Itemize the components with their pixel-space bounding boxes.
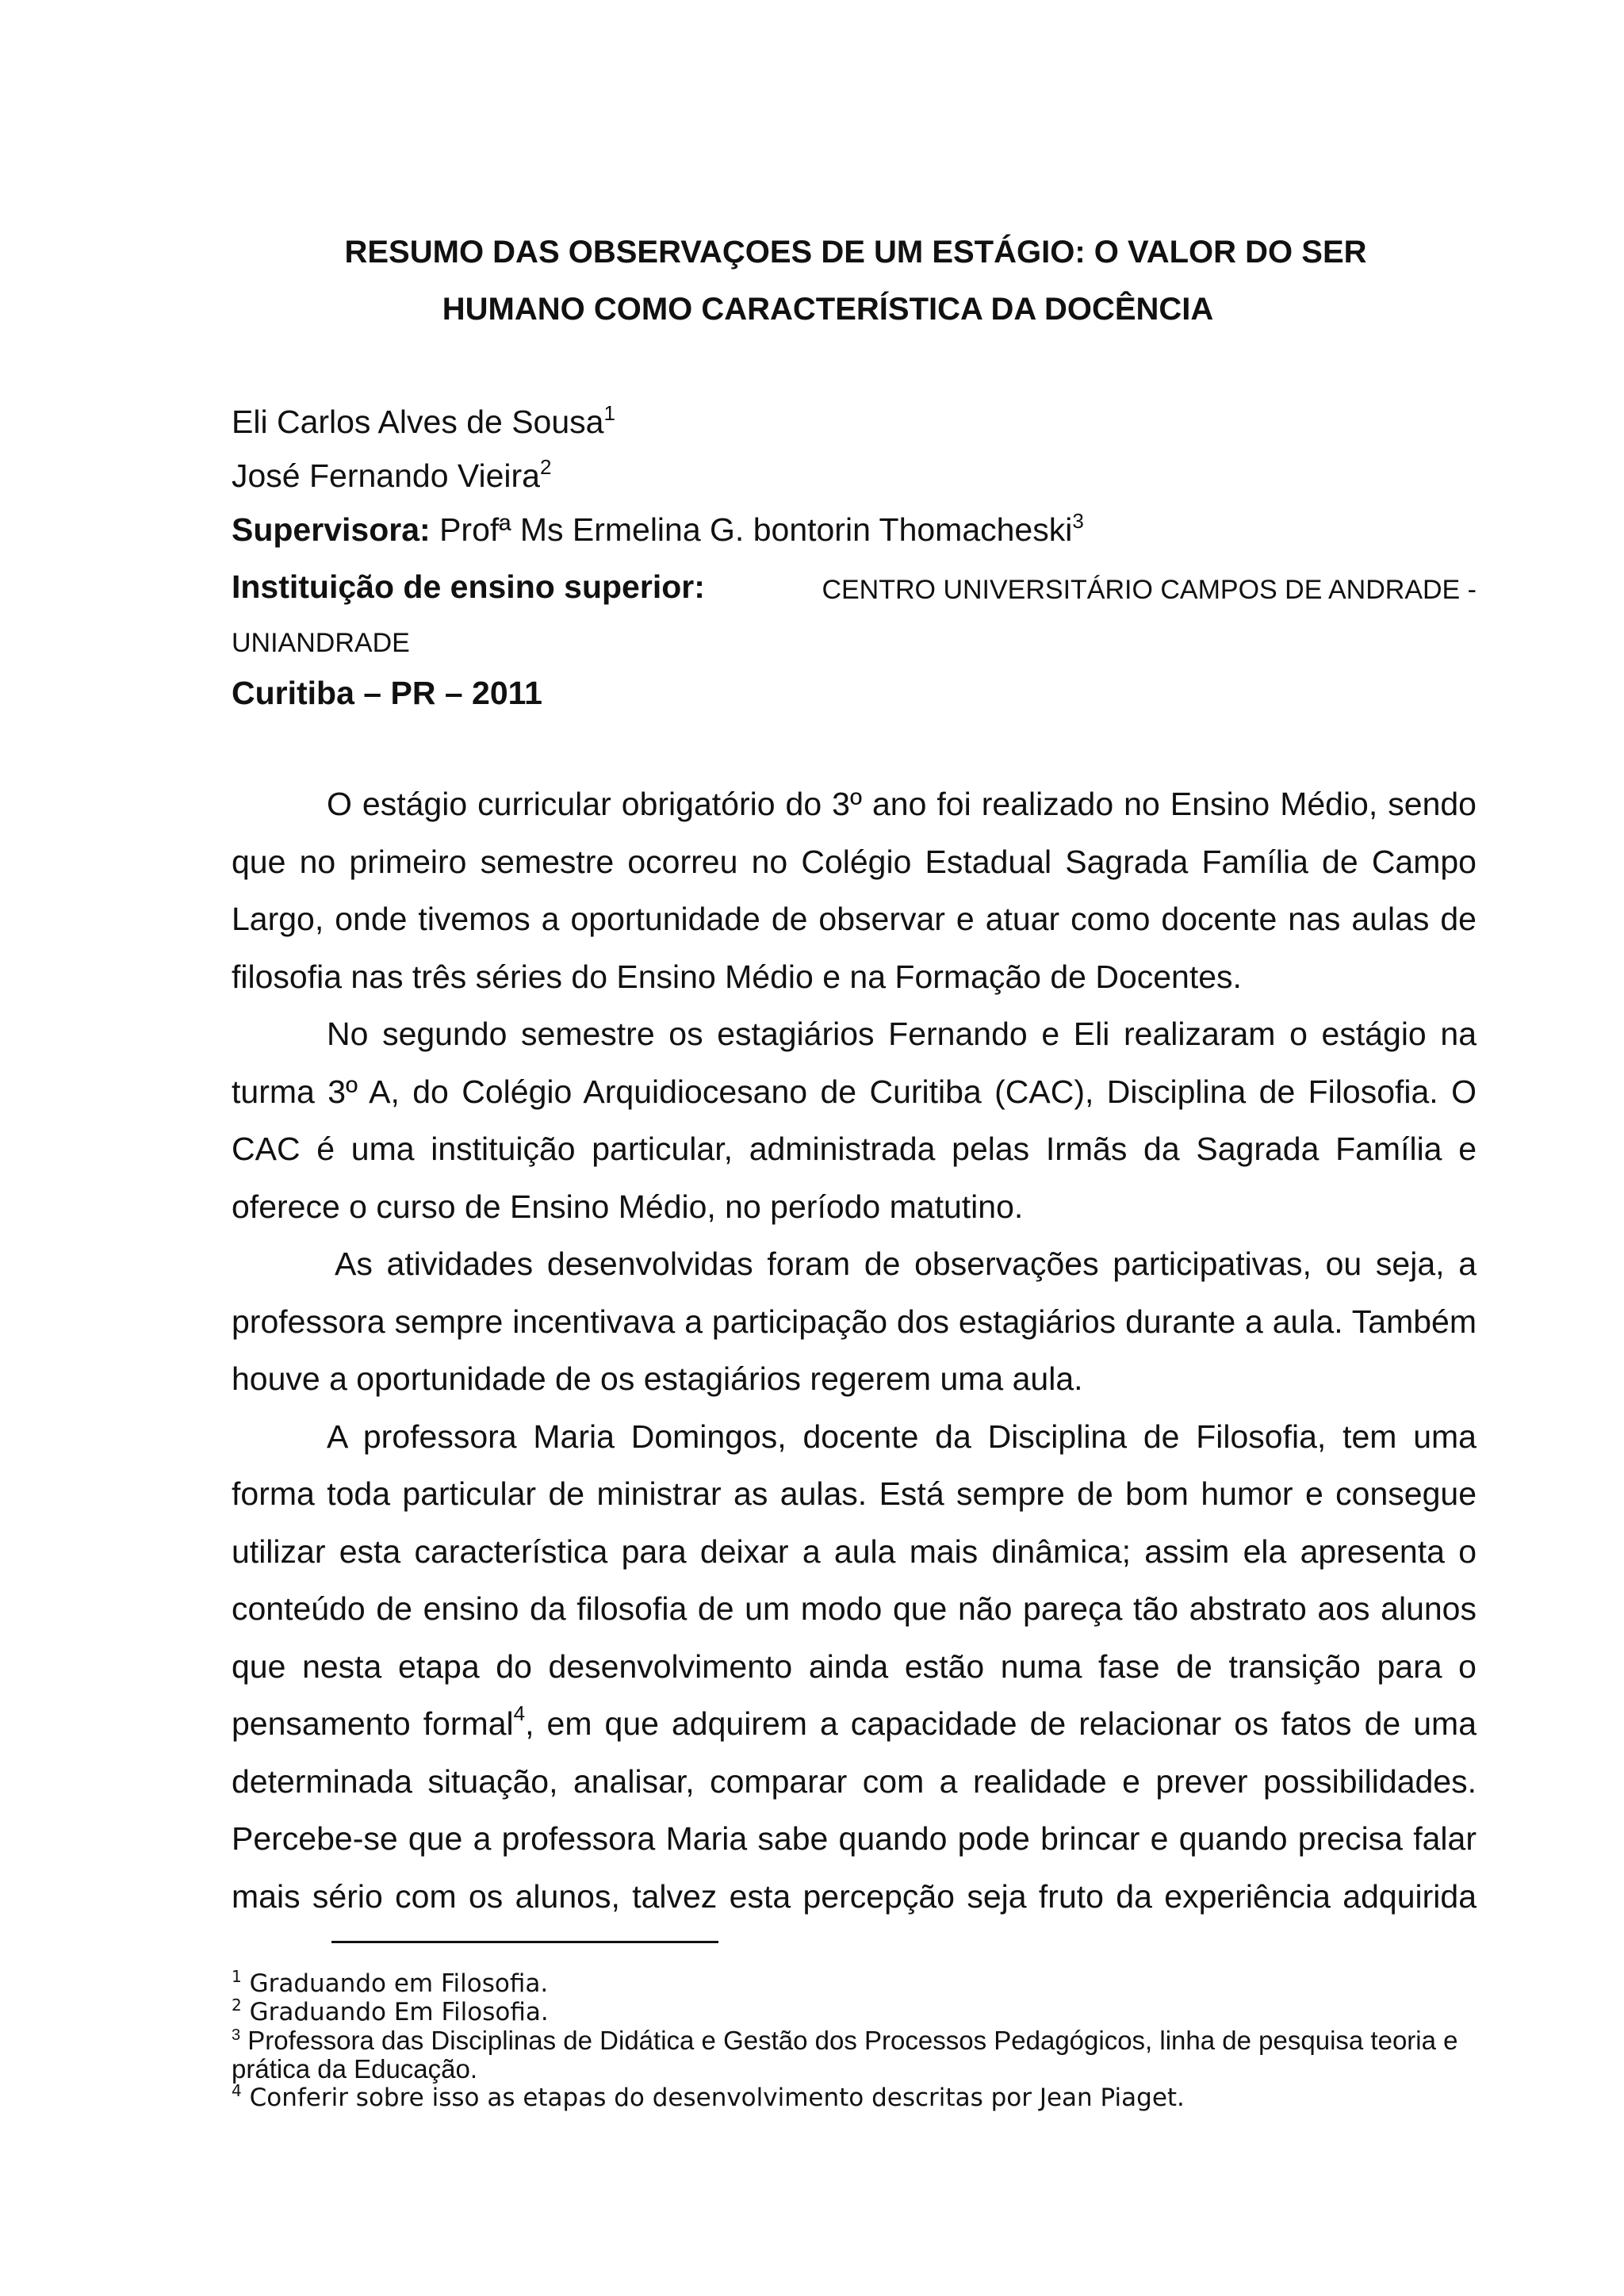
paragraph-4 (232, 1408, 1477, 1926)
footnote-4-text: Conferir sobre isso as etapas do desenvolvimento descritas por Jean Piaget. (249, 2084, 1185, 2112)
author-1 (232, 396, 1477, 447)
paragraph-3: As atividades desenvolvidas foram de observações participativas, ou seja, a professora sempre incentivava a participação dos estagiários durante a aula. Também houve a oportunidade de os estagiários regerem uma aula. (232, 1246, 1477, 1397)
footnote-2-text: Graduando Em Filosofia. (249, 1998, 549, 2026)
title-line-2: HUMANO COMO CARACTERÍSTICA DA DOCÊNCIA (442, 292, 1214, 327)
paragraph-4-part-1: A professora Maria Domingos, docente da Disciplina de Filosofia, tem uma forma toda particular de ministrar as aulas. Está sempre de bom humor e consegue utilizar esta característica para deixar a aula mais dinâmica; assim ela apresenta o conteúdo de ensino da filosofia de um modo que não pareça tão abstrato aos alunos que nesta etapa do desenvolvimento ainda estão numa fase de transição para o pensamento formal (232, 1418, 1477, 1742)
title-line-1: RESUMO DAS OBSERVAÇOES DE UM ESTÁGIO: O VALOR DO SER (344, 235, 1367, 270)
footnote-3-num: 3 (232, 2026, 241, 2044)
institution-label: Instituição de ensino superior: (232, 568, 705, 605)
author-1-name: Eli Carlos Alves de Sousa (232, 404, 604, 440)
footnote-1-num: 1 (232, 1967, 242, 1986)
footnote-1-text: Graduando em Filosofia. (249, 1969, 549, 1998)
footnote-3-text: Professora das Disciplinas de Didática e Gestão dos Processos Pedagógicos, linha de pesquisa teoria e prática da Educação. (232, 2026, 1458, 2084)
supervisor-name: Profª Ms Ermelina G. bontorin Thomacheski (439, 511, 1073, 548)
paragraph-4-part-2: , em que adquirem a capacidade de relacionar os fatos de uma determinada situação, analisar, comparar com a realidade e prever possibilidades. Percebe-se que a professora Maria sabe quando pode brincar e quando precisa falar mais sério com os alunos, talvez esta percepção seja fruto da experiência adquirida (232, 1705, 1477, 1915)
body-text (232, 775, 1477, 1925)
location: Curitiba – PR – 2011 (232, 675, 542, 711)
supervisor-label: Supervisora: (232, 511, 431, 548)
paragraph-1: O estágio curricular obrigatório do 3º ano foi realizado no Ensino Médio, sendo que no primeiro semestre ocorreu no Colégio Estadual Sagrada Família de Campo Largo, onde tivemos a oportunidade de observar e atuar como docente nas aulas de filosofia nas três séries do Ensino Médio e na Formação de Docentes. (232, 786, 1477, 995)
footnote-4 (232, 2081, 1477, 2112)
footnote-2-num: 2 (232, 1996, 242, 2015)
footnote-3 (232, 2026, 1477, 2084)
paragraph-4-note: 4 (513, 1701, 526, 1725)
footnote-1 (232, 1969, 1477, 1998)
supervisor-note: 3 (1072, 509, 1084, 533)
supervisor-line (232, 504, 1477, 555)
author-2 (232, 450, 1477, 501)
footnote-4-num: 4 (232, 2081, 242, 2100)
author-2-name: José Fernando Vieira (232, 457, 540, 494)
institution-line-2 (232, 615, 1477, 668)
institution-name-line-2: UNIANDRADE (232, 628, 410, 658)
author-2-note: 2 (539, 455, 552, 479)
location-line (232, 668, 1477, 718)
institution-line-1 (232, 561, 1477, 615)
institution-name-line-1: CENTRO UNIVERSITÁRIO CAMPOS DE ANDRADE - (822, 575, 1477, 605)
author-1-note: 1 (603, 401, 615, 425)
paragraph-2: No segundo semestre os estagiários Fernando e Eli realizaram o estágio na turma 3º A, do Colégio Arquidiocesano de Curitiba (CAC), Disciplina de Filosofia. O CAC é uma instituição particular, administrada pelas Irmãs da Sagrada Família e oferece o curso de Ensino Médio, no período matutino. (232, 1016, 1477, 1225)
footnote-separator (331, 1941, 718, 1943)
footnote-2 (232, 1998, 1477, 2026)
footnotes (232, 1969, 1477, 2112)
